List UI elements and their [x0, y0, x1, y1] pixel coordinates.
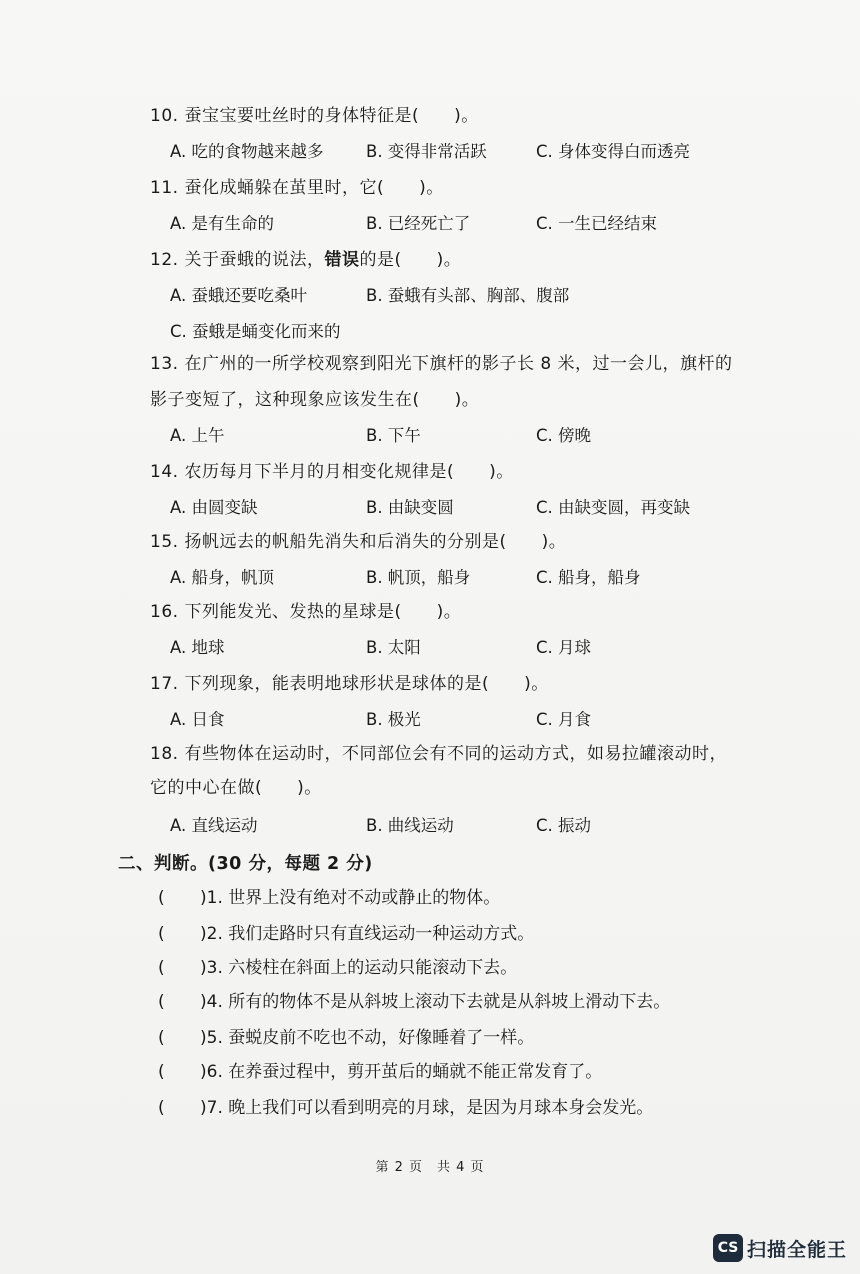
question-12-stem-bold: 错误 — [324, 250, 360, 270]
question-14-option-a: A. 由圆变缺 — [170, 498, 258, 517]
question-11-option-c: C. 一生已经结束 — [536, 214, 658, 233]
scanner-watermark-text: 扫描全能王 — [747, 1238, 848, 1261]
judge-2-open-paren: ( — [158, 924, 165, 944]
question-13-option-c: C. 傍晚 — [536, 426, 592, 445]
question-12-option-c: C. 蚕蛾是蛹变化而来的 — [170, 322, 341, 341]
question-12-stem-post: 的是( )。 — [359, 250, 462, 270]
question-18-stem: 18. 有些物体在运动时，不同部位会有不同的运动方式，如易拉罐滚动时， — [150, 744, 727, 764]
question-10-option-b: B. 变得非常活跃 — [366, 142, 487, 161]
judge-4: )4. 所有的物体不是从斜坡上滚动下去就是从斜坡上滑动下去。 — [200, 992, 671, 1012]
question-16-option-c: C. 月球 — [536, 638, 592, 657]
question-13-option-a: A. 上午 — [170, 426, 225, 445]
question-15-option-b: B. 帆顶，船身 — [366, 568, 471, 587]
judge-6: )6. 在养蚕过程中，剪开茧后的蛹就不能正常发育了。 — [200, 1062, 603, 1082]
question-16-option-b: B. 太阳 — [366, 638, 421, 657]
question-15-option-a: A. 船身，帆顶 — [170, 568, 274, 587]
judge-4-open-paren: ( — [158, 992, 165, 1012]
judge-6-open-paren: ( — [158, 1062, 165, 1082]
question-10-stem: 10. 蚕宝宝要吐丝时的身体特征是( )。 — [150, 106, 479, 126]
question-11-stem: 11. 蚕化成蛹躲在茧里时，它( )。 — [150, 178, 444, 198]
question-16-stem: 16. 下列能发光、发热的星球是( )。 — [150, 602, 462, 622]
judge-3: )3. 六棱柱在斜面上的运动只能滚动下去。 — [200, 958, 518, 978]
judge-7: )7. 晚上我们可以看到明亮的月球，是因为月球本身会发光。 — [200, 1098, 654, 1118]
question-12-stem — [150, 248, 461, 272]
question-18-option-a: A. 直线运动 — [170, 816, 258, 835]
question-14-option-c: C. 由缺变圆，再变缺 — [536, 498, 691, 517]
question-18-option-c: C. 振动 — [536, 816, 592, 835]
question-17-stem: 17. 下列现象，能表明地球形状是球体的是( )。 — [150, 674, 549, 694]
section-2-title: 二、判断。(30 分，每题 2 分) — [118, 854, 373, 874]
question-15-option-c: C. 船身，船身 — [536, 568, 641, 587]
question-15-stem: 15. 扬帆远去的帆船先消失和后消失的分别是( )。 — [150, 532, 567, 552]
cs-logo-icon: CS — [713, 1234, 743, 1262]
judge-5-open-paren: ( — [158, 1028, 165, 1048]
judge-2: )2. 我们走路时只有直线运动一种运动方式。 — [200, 924, 535, 944]
question-12-option-a: A. 蚕蛾还要吃桑叶 — [170, 286, 307, 305]
question-13-stem-line2: 影子变短了，这种现象应该发生在( )。 — [150, 390, 480, 410]
question-11-option-a: A. 是有生命的 — [170, 214, 274, 233]
judge-5: )5. 蚕蜕皮前不吃也不动，好像睡着了一样。 — [200, 1028, 535, 1048]
question-13-option-b: B. 下午 — [366, 426, 421, 445]
question-12-option-b: B. 蚕蛾有头部、胸部、腹部 — [366, 286, 570, 305]
scanner-watermark — [713, 1233, 847, 1263]
question-13-stem: 13. 在广州的一所学校观察到阳光下旗杆的影子长 8 米，过一会儿，旗杆的 — [150, 354, 733, 374]
question-18-stem-line2: 它的中心在做( )。 — [150, 778, 322, 798]
question-17-option-b: B. 极光 — [366, 710, 421, 729]
judge-1-open-paren: ( — [158, 888, 165, 908]
question-10-option-a: A. 吃的食物越来越多 — [170, 142, 324, 161]
question-11-option-b: B. 已经死亡了 — [366, 214, 471, 233]
judge-3-open-paren: ( — [158, 958, 165, 978]
question-14-stem: 14. 农历每月下半月的月相变化规律是( )。 — [150, 462, 514, 482]
question-17-option-c: C. 月食 — [536, 710, 592, 729]
judge-7-open-paren: ( — [158, 1098, 165, 1118]
question-14-option-b: B. 由缺变圆 — [366, 498, 454, 517]
question-10-option-c: C. 身体变得白而透亮 — [536, 142, 691, 161]
question-17-option-a: A. 日食 — [170, 710, 225, 729]
page-footer: 第 2 页 共 4 页 — [375, 1160, 485, 1175]
judge-1: )1. 世界上没有绝对不动或静止的物体。 — [200, 888, 501, 908]
question-18-option-b: B. 曲线运动 — [366, 816, 454, 835]
question-12-stem-pre: 12. 关于蚕蛾的说法， — [150, 250, 325, 270]
question-16-option-a: A. 地球 — [170, 638, 225, 657]
